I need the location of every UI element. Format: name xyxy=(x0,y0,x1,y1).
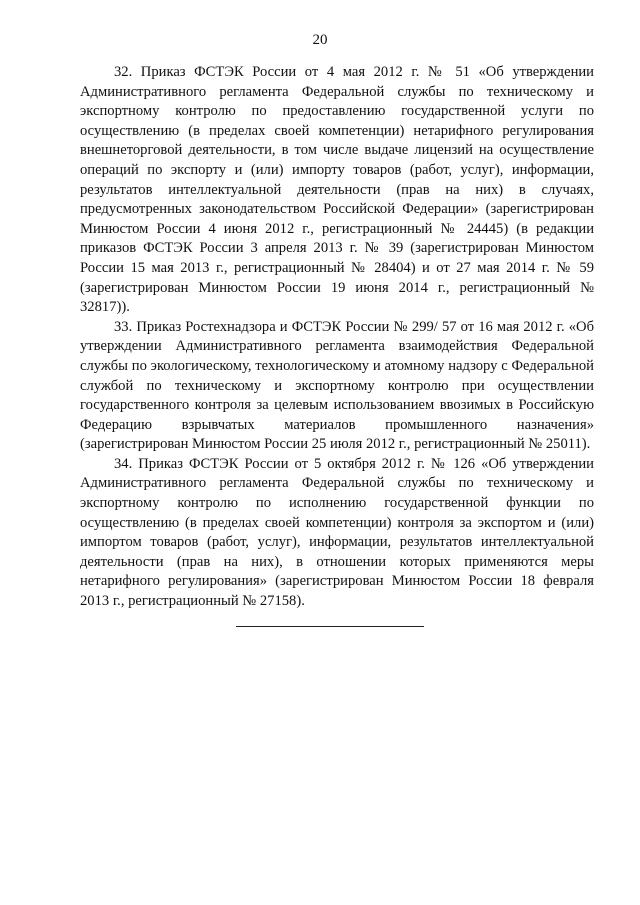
page-number: 20 xyxy=(312,32,328,48)
paragraph-33: 33. Приказ Ростехнадзора и ФСТЭК России № 299/ 57 от 16 мая 2012 г. «Об утверждении Административного регламента взаимодействия Федеральной службы по экологическому, технологическому и атомному надзору с Федеральной службой по техническому и экспортному контролю при осуществлении государственного контроля за целевым использованием ввозимых в Российскую Федерацию взрывчатых материалов промышленного назначения» (зарегистрирован Минюстом России 25 июля 2012 г., регистрационный № 25011). xyxy=(80,318,594,453)
paragraph-34: 34. Приказ ФСТЭК России от 5 октября 2012 г. № 126 «Об утверждении Административного регламента Федеральной службы по техническому и экспортному контролю по исполнению государственной функции по осуществлению (в пределах своей компетенции) контроля за экспортом и (или) импортом товаров (работ, услуг), информации, результатов интеллектуальной деятельности (прав на них), в отношении которых применяются меры нетарифного регулирования» (зарегистрирован Минюстом России 18 февраля 2013 г., регистрационный № 27158). xyxy=(80,455,594,610)
paragraph-32: 32. Приказ ФСТЭК России от 4 мая 2012 г. № 51 «Об утверждении Административного регламента Федеральной службы по техническому и экспортному контролю по предоставлению государственной услуги по осуществлению (в пределах своей компетенции) нетарифного регулирования внешнеторговой деятельности, в том числе выдаче лицензий на осуществление операций по экспорту и (или) импорту товаров (работ, услуг), информации, результатов интеллектуальной деятельности (прав на них) в случаях, предусмотренных законодательством Российской Федерации» (зарегистрирован Минюстом России 4 июня 2012 г., регистрационный № 24445) (в редакции приказов ФСТЭК России 3 апреля 2013 г. № 39 (зарегистрирован Минюстом России 15 мая 2013 г., регистрационный № 28404) и от 27 мая 2014 г. № 59 (зарегистрирован Минюстом России 19 июня 2014 г., регистрационный № 32817)). xyxy=(80,64,594,316)
document-body xyxy=(80,63,594,612)
end-divider-line xyxy=(236,626,424,627)
